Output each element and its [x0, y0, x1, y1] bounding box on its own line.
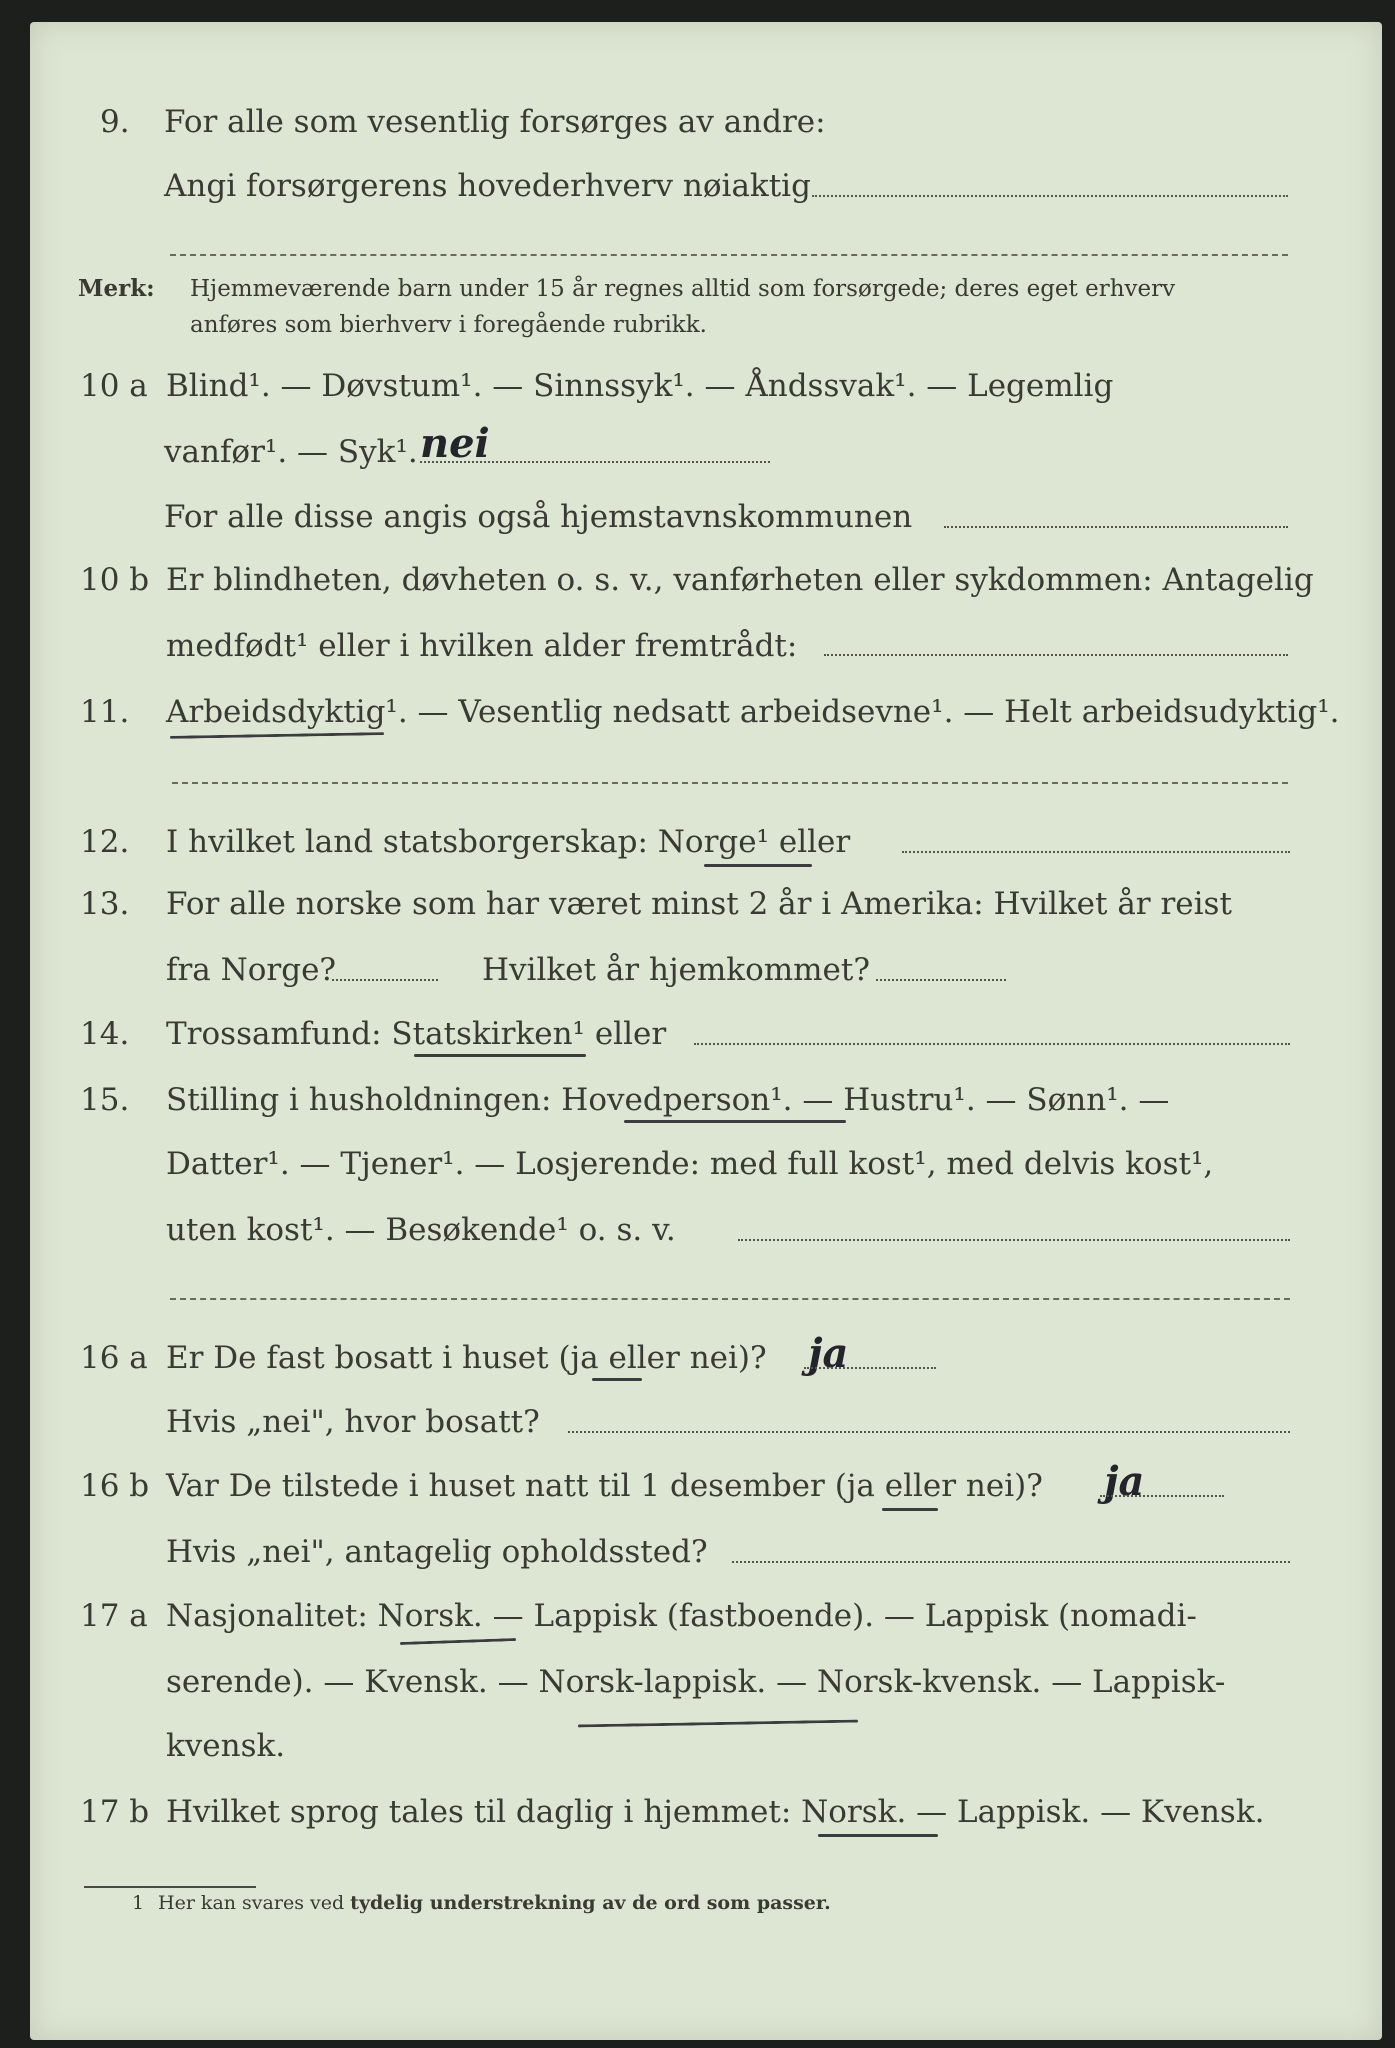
q13-number: 13. [80, 886, 130, 922]
q13-year-returned-line [876, 979, 1006, 981]
q12-underline-marking [704, 864, 812, 867]
q17a-number: 17 a [80, 1598, 148, 1634]
footnote-separator [84, 1886, 256, 1888]
q10a-answer-line [420, 461, 770, 463]
footnote-bold: tydelig understrekning av de ord som passer. [350, 1892, 831, 1914]
q16a-number: 16 a [80, 1340, 148, 1376]
footnote-text [158, 1890, 831, 1916]
q13-line2a: fra Norge? [166, 952, 337, 988]
merk-line1: Hjemmeværende barn under 15 år regnes alltid som forsørgede; deres eget erhverv [190, 276, 1176, 302]
q17a-line2: serende). — Kvensk. — Norsk-lappisk. — Norsk-kvensk. — Lappisk- [166, 1664, 1226, 1700]
q15-line2: Datter¹. — Tjener¹. — Losjerende: med full kost¹, med delvis kost¹, [166, 1146, 1214, 1182]
q9-answer-line [812, 195, 1288, 197]
q16a-line2: Hvis „nei", hvor bosatt? [166, 1404, 540, 1440]
merk-label: Merk: [78, 275, 155, 302]
q16b-line2: Hvis „nei", antagelig opholdssted? [166, 1534, 708, 1570]
q14-line1: Trossamfund: Statskirken¹ eller [166, 1016, 667, 1052]
q14-number: 14. [80, 1016, 130, 1052]
q17b-line1: Hvilket sprog tales til daglig i hjemmet: Norsk. — Lappisk. — Kvensk. [166, 1794, 1265, 1830]
q16a-handwritten-answer: ja [808, 1330, 849, 1377]
q10b-answer-line [824, 654, 1288, 656]
q12-line1: I hvilket land statsborgerskap: Norge¹ eller [166, 824, 851, 860]
q13-line1: For alle norske som har været minst 2 år i Amerika: Hvilket år reist [166, 886, 1232, 922]
q15-number: 15. [80, 1082, 130, 1118]
q10b-number: 10 b [80, 562, 150, 598]
q12-answer-line [902, 851, 1290, 853]
q10a-line1: Blind¹. — Døvstum¹. — Sinnssyk¹. — Åndssvak¹. — Legemlig [166, 368, 1114, 404]
q11-line1: Arbeidsdyktig¹. — Vesentlig nedsatt arbeidsevne¹. — Helt arbeidsudyktig¹. [166, 694, 1340, 730]
merk-line2: anføres som bierhverv i foregående rubrikk. [190, 312, 707, 338]
q10b-line2: medfødt¹ eller i hvilken alder fremtrådt: [166, 628, 798, 664]
q17b-underline-marking [818, 1834, 938, 1837]
q9-number: 9. [100, 104, 130, 140]
q9-extra-line [170, 254, 1288, 256]
q16b-number: 16 b [80, 1468, 150, 1504]
q10a-number: 10 a [80, 368, 148, 404]
q14-answer-line [694, 1043, 1290, 1045]
footnote-plain: Her kan svares ved [158, 1892, 345, 1914]
q15-answer-line [738, 1239, 1290, 1241]
q16b-answer-line [1100, 1495, 1224, 1497]
q11-number: 11. [80, 694, 130, 730]
q9-line1: For alle som vesentlig forsørges av andre: [164, 104, 826, 140]
q15-underline-marking [624, 1120, 846, 1123]
q10a-home-line [944, 526, 1288, 528]
q16b-line1: Var De tilstede i huset natt til 1 desember (ja eller nei)? [166, 1468, 1043, 1504]
q15-extra-line [170, 1298, 1290, 1300]
q10b-line1: Er blindheten, døvheten o. s. v., vanførheten eller sykdommen: Antagelig [166, 562, 1314, 598]
q15-line1: Stilling i husholdningen: Hovedperson¹. — Hustru¹. — Sønn¹. — [166, 1082, 1170, 1118]
q16a-residence-line [568, 1431, 1290, 1433]
q17b-number: 17 b [80, 1794, 150, 1830]
q12-number: 12. [80, 824, 130, 860]
q16b-underline-marking [882, 1508, 938, 1511]
q16a-underline-marking [592, 1378, 642, 1381]
q16b-location-line [732, 1561, 1290, 1563]
q9-line2: Angi forsørgerens hovederhverv nøiaktig [164, 168, 811, 204]
q17a-line3: kvensk. [166, 1728, 286, 1764]
q10a-line3: For alle disse angis også hjemstavnskommunen [164, 499, 913, 535]
q17a-line1: Nasjonalitet: Norsk. — Lappisk (fastboende). — Lappisk (nomadi- [166, 1598, 1197, 1634]
footnote-mark: 1 [132, 1892, 145, 1914]
q16a-line1: Er De fast bosatt i huset (ja eller nei)? [166, 1340, 767, 1376]
q13-line2b: Hvilket år hjemkommet? [482, 952, 870, 988]
q10a-line2: vanfør¹. — Syk¹. [164, 434, 418, 470]
q15-line3: uten kost¹. — Besøkende¹ o. s. v. [166, 1212, 676, 1248]
q16a-answer-line [804, 1367, 936, 1369]
q10a-handwritten-answer: nei [420, 420, 490, 467]
q16b-handwritten-answer: ja [1104, 1458, 1145, 1505]
q13-year-left-line [332, 979, 438, 981]
q11-extra-line [172, 782, 1288, 784]
q14-underline-marking [414, 1054, 586, 1057]
